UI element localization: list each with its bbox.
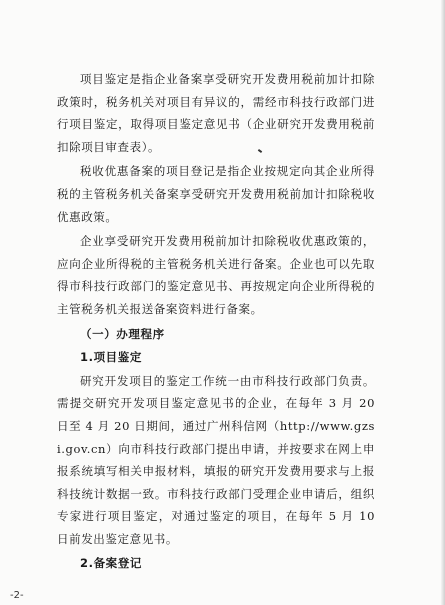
- page-edge-shadow: [441, 0, 445, 605]
- section-heading-procedure: （一）办理程序: [80, 326, 165, 341]
- subheading-filing-registration: 2.备案登记: [80, 556, 142, 571]
- paragraph-filing-requirement: 企业享受研究开发费用税前加计扣除税收优惠政策的，应向企业所得税的主管税务机关进行备案。企业也可以先取得市科技行政部门的鉴定意见书、再按规定向企业所得税的主管税务机关报送备案资料进行备案。: [57, 234, 375, 316]
- paragraph-appraisal-procedure: 研究开发项目的鉴定工作统一由市科技行政部门负责。需提交研究开发项目鉴定意见书的企业，在每年 3 月 20 日至 4 月 20 日期间，通过广州科信网（http://www.gzsi.gov.cn）向市科技行政部门提出申请，并按要求在网上申报系统填写相关申报材料，填报的研究开发费用要求与上报科技统计数据一致。市科技行政部门受理企业申请后，组织专家进行项目鉴定，对通过鉴定的项目，在每年 5 月 10 日前发出鉴定意见书。: [57, 373, 375, 546]
- paragraph-tax-filing-definition: 税收优惠备案的项目登记是指企业按规定向其企业所得税的主管税务机关备案享受研究开发费用税前加计扣除税收优惠政策。: [57, 164, 375, 224]
- page-number: -2-: [10, 590, 24, 601]
- paragraph-project-appraisal-definition: 项目鉴定是指企业备案享受研究开发费用税前加计扣除政策时，税务机关对项目有异议的，需经市科技行政部门进行项目鉴定，取得项目鉴定意见书（企业研究开发费用税前扣除项目审查表）。: [57, 72, 375, 154]
- subheading-project-appraisal: 1.项目鉴定: [80, 350, 142, 365]
- document-body: [57, 68, 375, 576]
